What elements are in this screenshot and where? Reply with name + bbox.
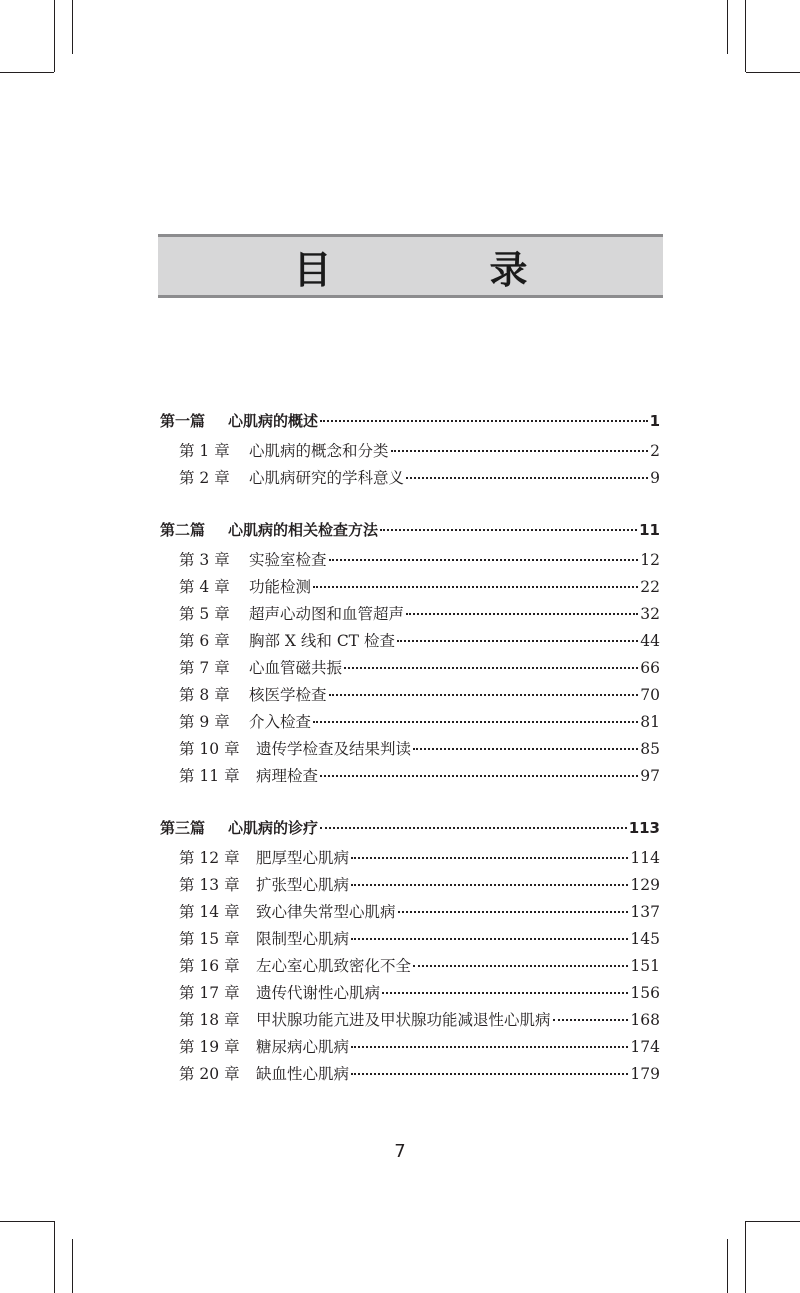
toc-chapter-entry[interactable] (160, 763, 660, 790)
chapter-page: 179 (630, 1065, 660, 1083)
crop-mark (727, 0, 728, 54)
chapter-page: 2 (650, 442, 660, 460)
chapter-page: 22 (640, 578, 660, 596)
leader-dots (320, 775, 638, 777)
toc-part (160, 515, 660, 790)
toc-chapter-entry[interactable] (160, 655, 660, 682)
chapter-label: 第 1 章 (179, 442, 230, 460)
chapter-page: 168 (630, 1011, 660, 1029)
leader-dots (313, 586, 638, 588)
chapter-title: 致心律失常型心肌病 (256, 903, 396, 921)
toc-chapter-entry[interactable] (160, 899, 660, 926)
chapter-page: 32 (640, 605, 660, 623)
toc-part (160, 406, 660, 492)
chapter-label: 第 6 章 (179, 632, 230, 650)
leader-dots (553, 1019, 629, 1021)
chapter-page: 145 (630, 930, 660, 948)
part-label: 第二篇 (160, 521, 206, 539)
chapter-page: 66 (640, 659, 660, 677)
chapter-title: 左心室心肌致密化不全 (256, 957, 412, 975)
chapter-label: 第 3 章 (179, 551, 230, 569)
chapter-label: 第 18 章 (179, 1011, 240, 1029)
leader-dots (406, 477, 648, 479)
toc-part-entry[interactable] (160, 515, 660, 545)
toc-part-entry[interactable] (160, 813, 660, 843)
chapter-title: 遗传代谢性心肌病 (256, 984, 381, 1002)
chapter-label: 第 16 章 (179, 957, 240, 975)
chapter-title: 糖尿病心肌病 (256, 1038, 350, 1056)
leader-dots (351, 1073, 628, 1075)
chapter-title: 肥厚型心肌病 (256, 849, 350, 867)
leader-dots (413, 748, 638, 750)
crop-mark (72, 0, 73, 54)
leader-dots (413, 965, 628, 967)
chapter-page: 12 (640, 551, 660, 569)
chapter-title: 介入检查 (249, 713, 312, 731)
toc-chapter-entry[interactable] (160, 438, 660, 465)
leader-dots (320, 420, 648, 422)
toc-chapter-entry[interactable] (160, 601, 660, 628)
leader-dots (329, 694, 639, 696)
leader-dots (391, 450, 648, 452)
toc-chapter-entry[interactable] (160, 628, 660, 655)
chapter-label: 第 12 章 (179, 849, 240, 867)
toc-title: 目 录 (293, 247, 588, 292)
leader-dots (380, 529, 637, 531)
chapter-title: 病理检查 (256, 767, 319, 785)
page-number: 7 (394, 1141, 406, 1162)
crop-mark (0, 1221, 54, 1222)
chapter-label: 第 8 章 (179, 686, 230, 704)
part-page: 1 (649, 412, 660, 430)
crop-mark (745, 1221, 746, 1293)
crop-mark (72, 1239, 73, 1293)
chapter-label: 第 14 章 (179, 903, 240, 921)
leader-dots (313, 721, 638, 723)
leader-dots (351, 938, 628, 940)
chapter-page: 151 (630, 957, 660, 975)
chapter-title: 实验室检查 (249, 551, 327, 569)
chapter-label: 第 2 章 (179, 469, 230, 487)
leader-dots (351, 884, 628, 886)
toc-chapter-entry[interactable] (160, 574, 660, 601)
chapter-label: 第 4 章 (179, 578, 230, 596)
part-label: 第一篇 (160, 412, 206, 430)
chapter-title: 超声心动图和血管超声 (249, 605, 405, 623)
crop-mark (0, 72, 54, 73)
chapter-title: 心血管磁共振 (249, 659, 343, 677)
toc-chapter-entry[interactable] (160, 547, 660, 574)
chapter-title: 核医学检查 (249, 686, 327, 704)
crop-mark (54, 1221, 55, 1293)
chapter-page: 114 (630, 849, 660, 867)
toc-chapter-entry[interactable] (160, 980, 660, 1007)
chapter-title: 功能检测 (249, 578, 312, 596)
chapter-label: 第 5 章 (179, 605, 230, 623)
leader-dots (398, 911, 629, 913)
chapter-label: 第 13 章 (179, 876, 240, 894)
toc-title-band (158, 234, 663, 298)
chapter-page: 156 (630, 984, 660, 1002)
leader-dots (406, 613, 638, 615)
chapter-label: 第 9 章 (179, 713, 230, 731)
toc-chapter-entry[interactable] (160, 1007, 660, 1034)
chapter-title: 遗传学检查及结果判读 (256, 740, 412, 758)
chapter-page: 9 (650, 469, 660, 487)
crop-mark (745, 0, 746, 72)
chapter-page: 81 (640, 713, 660, 731)
toc-part (160, 813, 660, 1088)
chapter-page: 174 (630, 1038, 660, 1056)
part-title: 心肌病的相关检查方法 (228, 521, 379, 539)
chapter-title: 缺血性心肌病 (256, 1065, 350, 1083)
toc-part-entry[interactable] (160, 406, 660, 436)
chapter-label: 第 17 章 (179, 984, 240, 1002)
chapter-page: 44 (640, 632, 660, 650)
chapter-title: 心肌病研究的学科意义 (249, 469, 405, 487)
chapter-page: 137 (630, 903, 660, 921)
chapter-page: 70 (640, 686, 660, 704)
toc-chapter-entry[interactable] (160, 953, 660, 980)
crop-mark (54, 0, 55, 72)
toc-chapter-entry[interactable] (160, 736, 660, 763)
part-label: 第三篇 (160, 819, 206, 837)
part-page: 113 (628, 819, 660, 837)
crop-mark (746, 72, 800, 73)
toc-chapter-entry[interactable] (160, 465, 660, 492)
toc-chapter-entry[interactable] (160, 682, 660, 709)
toc-chapter-entry[interactable] (160, 1061, 660, 1088)
chapter-label: 第 7 章 (179, 659, 230, 677)
leader-dots (320, 827, 627, 829)
chapter-label: 第 20 章 (179, 1065, 240, 1083)
leader-dots (397, 640, 638, 642)
chapter-label: 第 11 章 (179, 767, 240, 785)
toc-chapter-entry[interactable] (160, 709, 660, 736)
part-page: 11 (639, 521, 660, 539)
chapter-title: 限制型心肌病 (256, 930, 350, 948)
leader-dots (382, 992, 628, 994)
toc-chapter-entry[interactable] (160, 872, 660, 899)
chapter-title: 甲状腺功能亢进及甲状腺功能减退性心肌病 (256, 1011, 551, 1029)
chapter-page: 129 (630, 876, 660, 894)
toc-chapter-entry[interactable] (160, 1034, 660, 1061)
crop-mark (727, 1239, 728, 1293)
crop-mark (746, 1221, 800, 1222)
part-title: 心肌病的概述 (228, 412, 319, 430)
chapter-page: 97 (640, 767, 660, 785)
leader-dots (329, 559, 639, 561)
leader-dots (351, 1046, 628, 1048)
toc-chapter-entry[interactable] (160, 926, 660, 953)
chapter-title: 心肌病的概念和分类 (249, 442, 389, 460)
leader-dots (344, 667, 638, 669)
part-title: 心肌病的诊疗 (228, 819, 319, 837)
chapter-label: 第 15 章 (179, 930, 240, 948)
toc-chapter-entry[interactable] (160, 845, 660, 872)
chapter-title: 扩张型心肌病 (256, 876, 350, 894)
chapter-label: 第 19 章 (179, 1038, 240, 1056)
table-of-contents (160, 406, 660, 1111)
chapter-label: 第 10 章 (179, 740, 240, 758)
chapter-title: 胸部 X 线和 CT 检查 (249, 632, 395, 650)
chapter-page: 85 (640, 740, 660, 758)
leader-dots (351, 857, 628, 859)
